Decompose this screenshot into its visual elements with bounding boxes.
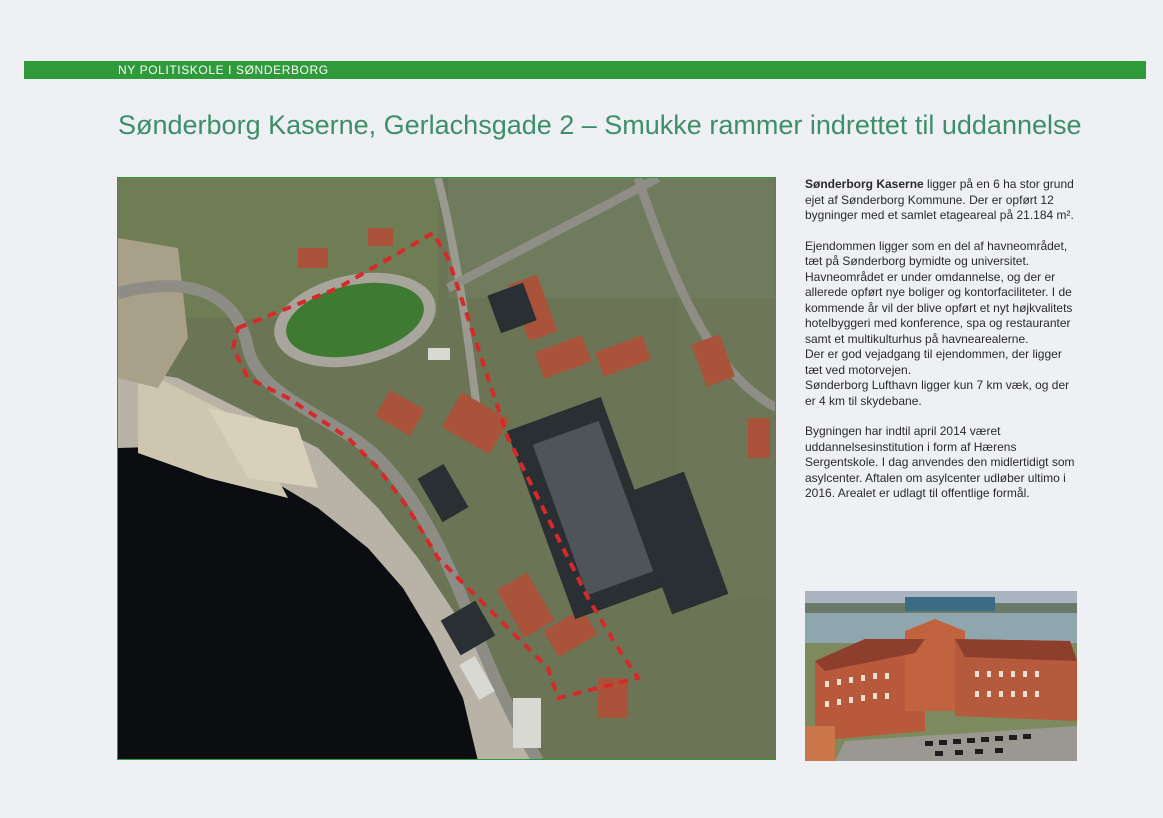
aerial-map [117,177,776,760]
paragraph-airport: Sønderborg Lufthavn ligger kun 7 km væk, og der er 4 km til skydebane. [805,378,1070,408]
paragraph-intro [805,177,1077,224]
paragraph-location: Ejendommen ligger som en del af havneområdet, tæt på Sønderborg bymidte og universitet. Havneområdet er under omdannelse, og der er allerede opført nye boliger og kontorfaciliteter. I de kommende år vil der blive opført et nyt højkvalitets hotelbyggeri med konference, spa og restauranter samt et multikulturhus på havnearealerne. [805,238,1073,346]
page-title: Sønderborg Kaserne, Gerlachsgade 2 – Smukke rammer indrettet til uddannelse [118,110,1082,140]
building-photo-icon [805,591,1077,761]
paragraph-access: Der er god vejadgang til ejendommen, der ligger tæt ved motorvejen. [805,347,1062,377]
aerial-map-icon [118,178,776,760]
property-name: Sønderborg Kaserne [805,177,924,191]
building-photo [805,591,1077,761]
intro-text: ligger på en 6 ha stor grund ejet af Sønderborg Kommune. Der er opført 12 bygninger med et samlet etageareal på 21.184 m². [805,177,1074,222]
paragraph-history: Bygningen har indtil april 2014 været uddannelsesinstitution i form af Hærens Sergentskole. I dag anvendes den midlertidigt som asylcenter. Aftalen om asylcenter udløber ultimo i 2016. Arealet er udlagt til offentlige formål. [805,424,1075,500]
section-label: NY POLITISKOLE I SØNDERBORG [118,63,329,77]
description-column [805,177,1077,517]
